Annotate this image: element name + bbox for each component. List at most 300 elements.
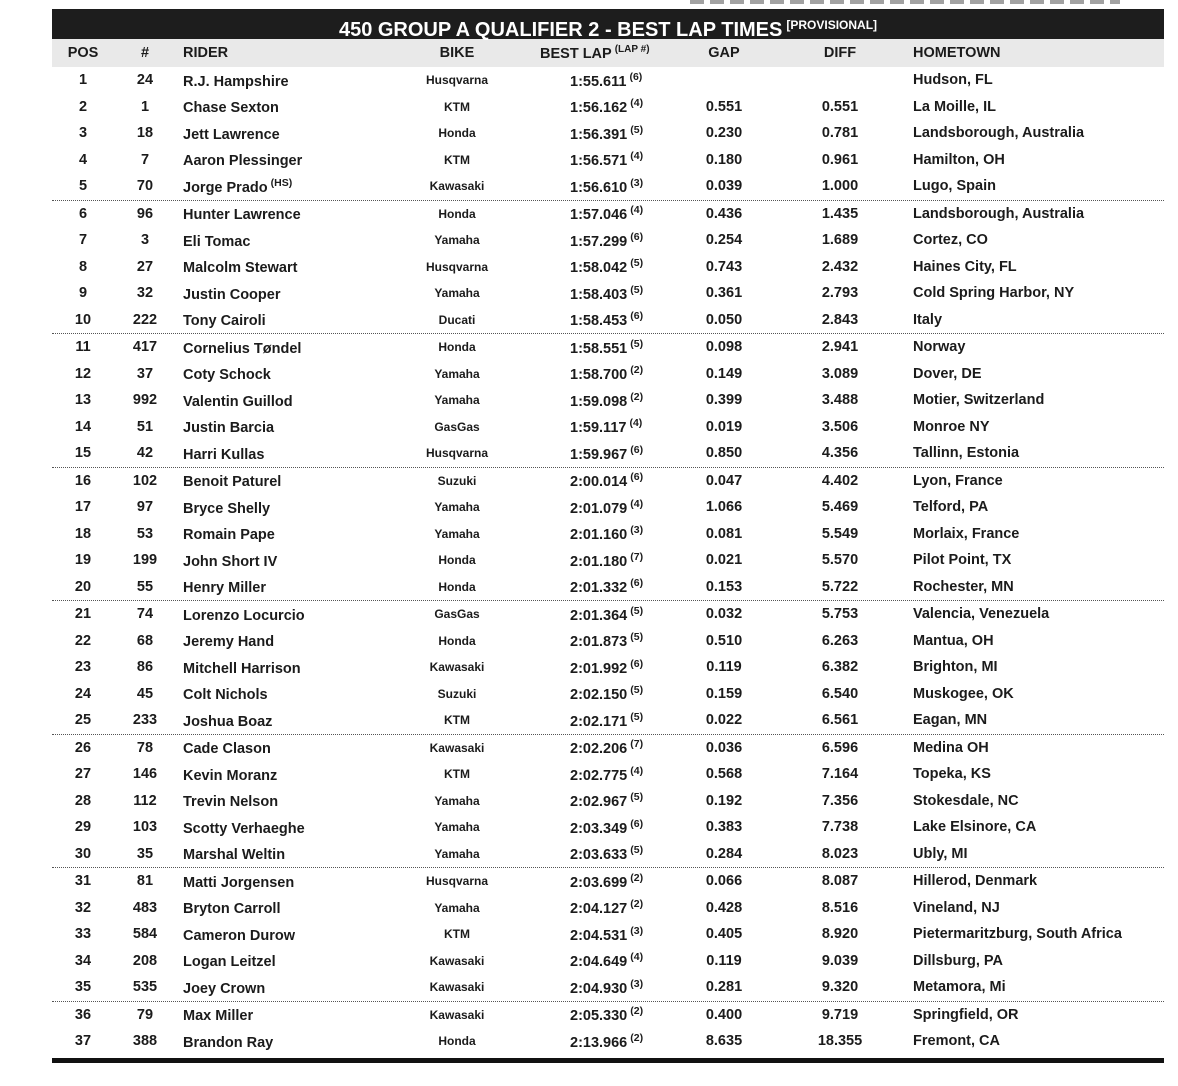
row-best-lap-value: 2:01.364 — [570, 607, 628, 624]
row-gap — [670, 712, 778, 728]
row-diff — [778, 633, 902, 649]
table-row — [52, 147, 1164, 174]
row-hometown-value: Brighton, MI — [913, 659, 998, 676]
row-hometown-value: Cold Spring Harbor, NY — [913, 285, 1075, 302]
row-hometown-value: Telford, PA — [913, 499, 989, 516]
row-rider-value: John Short IV — [183, 553, 278, 570]
row-number — [114, 659, 176, 675]
row-diff — [778, 873, 902, 889]
table-row — [52, 440, 1164, 468]
row-bike — [374, 927, 540, 941]
table-row — [52, 681, 1164, 708]
table-row — [52, 334, 1164, 361]
row-gap-value: 0.022 — [705, 712, 743, 729]
row-hometown — [902, 846, 1164, 862]
row-gap-value: 0.153 — [705, 578, 743, 595]
table-row — [52, 1028, 1164, 1055]
row-rider-value: Justin Cooper — [183, 286, 281, 303]
row-rider — [176, 844, 374, 863]
row-number-value: 51 — [136, 418, 154, 435]
row-gap-value: 0.400 — [705, 1006, 743, 1023]
row-rider-value: Mitchell Harrison — [183, 660, 301, 677]
row-hometown-value: Motier, Switzerland — [913, 392, 1045, 409]
row-position — [52, 473, 114, 489]
row-gap-value: 0.050 — [705, 311, 743, 328]
table-row — [52, 788, 1164, 815]
lap-number: (4) — [630, 97, 644, 110]
row-bike — [374, 634, 540, 648]
row-hometown-value: Norway — [913, 339, 966, 356]
row-position — [52, 499, 114, 515]
row-rider — [176, 310, 374, 329]
row-number-value: 102 — [132, 472, 158, 489]
lap-number: (5) — [630, 123, 644, 136]
row-rider — [176, 97, 374, 116]
row-best-lap — [540, 844, 670, 863]
row-number-value: 483 — [132, 899, 158, 916]
row-bike — [374, 794, 540, 808]
row-gap — [670, 793, 778, 809]
row-bike-value: Yamaha — [434, 820, 480, 835]
row-bike-value: Yamaha — [434, 393, 480, 408]
row-rider-value: Max Miller — [183, 1008, 254, 1025]
row-gap-value: 0.036 — [705, 739, 743, 756]
row-diff-value: 2.432 — [821, 258, 859, 275]
row-best-lap — [540, 951, 670, 970]
header-rider: RIDER — [183, 45, 229, 61]
row-number-value: 97 — [136, 499, 154, 516]
row-position-value: 4 — [78, 151, 88, 168]
row-position-value: 33 — [74, 926, 92, 943]
row-number-value: 45 — [136, 685, 154, 702]
row-position — [52, 339, 114, 355]
row-gap — [670, 419, 778, 435]
row-hometown — [902, 419, 1164, 435]
row-number — [114, 72, 176, 88]
lap-number: (6) — [630, 577, 644, 590]
row-diff-value: 2.793 — [821, 285, 859, 302]
row-number — [114, 979, 176, 995]
row-gap-value: 0.192 — [705, 792, 743, 809]
lap-number: (4) — [630, 497, 644, 510]
row-position — [52, 819, 114, 835]
row-hometown-value: Mantua, OH — [913, 632, 994, 649]
row-best-lap — [540, 338, 670, 357]
row-rider — [176, 577, 374, 596]
row-diff — [778, 366, 902, 382]
row-bike — [374, 153, 540, 167]
row-hometown — [902, 445, 1164, 461]
row-gap — [670, 846, 778, 862]
row-number-value: 81 — [136, 873, 154, 890]
row-best-lap-value: 1:56.391 — [570, 126, 628, 143]
header-best-lap — [540, 44, 670, 62]
lap-number: (3) — [630, 524, 644, 537]
row-bike-value: Kawasaki — [429, 1007, 485, 1022]
row-position — [52, 445, 114, 461]
row-rider-value: Harri Kullas — [183, 446, 265, 463]
row-best-lap-value: 2:04.531 — [570, 927, 628, 944]
results-table-body — [52, 67, 1164, 1055]
row-position-value: 3 — [78, 125, 88, 142]
lap-number: (2) — [630, 1031, 644, 1044]
row-hometown-value: Hudson, FL — [913, 72, 993, 89]
table-row — [52, 67, 1164, 94]
row-gap — [670, 285, 778, 301]
row-diff-value: 8.023 — [821, 845, 859, 862]
row-gap-value: 0.405 — [705, 926, 743, 943]
row-hometown-value: Lugo, Spain — [913, 178, 996, 195]
row-diff — [778, 926, 902, 942]
row-diff — [778, 178, 902, 194]
row-gap — [670, 499, 778, 515]
row-gap-value: 0.254 — [705, 232, 743, 249]
row-best-lap-value: 2:01.992 — [570, 660, 628, 677]
row-best-lap-value: 2:01.873 — [570, 634, 628, 651]
row-position-value: 35 — [74, 979, 92, 996]
table-row — [52, 841, 1164, 869]
row-bike-value: KTM — [444, 152, 470, 167]
row-number-value: 233 — [132, 712, 158, 729]
row-gap — [670, 606, 778, 622]
row-rider-value: Valentin Guillod — [183, 393, 293, 410]
row-bike — [374, 420, 540, 434]
row-hometown — [902, 392, 1164, 408]
row-rider-value: Scotty Verhaeghe — [183, 820, 305, 837]
row-hometown-value: Lake Elsinore, CA — [913, 819, 1037, 836]
row-number-value: 112 — [133, 792, 157, 809]
row-number-value: 535 — [132, 979, 158, 996]
row-number — [114, 366, 176, 382]
row-rider — [176, 872, 374, 891]
row-bike — [374, 553, 540, 567]
row-bike-value: Honda — [438, 579, 476, 594]
row-hometown — [902, 206, 1164, 222]
table-row — [52, 280, 1164, 307]
row-diff-value: 0.781 — [821, 125, 859, 142]
row-diff-value: 2.941 — [821, 339, 859, 356]
row-rider — [176, 951, 374, 970]
row-rider — [176, 791, 374, 810]
row-position-value: 16 — [74, 472, 92, 489]
row-bike — [374, 527, 540, 541]
row-bike-value: Yamaha — [434, 900, 480, 915]
header-best-lap-label: BEST LAP — [540, 46, 612, 62]
row-number-value: 42 — [136, 445, 154, 462]
row-gap-value: 0.066 — [705, 873, 743, 890]
row-hometown — [902, 873, 1164, 889]
row-number-value: 103 — [132, 819, 158, 836]
row-gap-value: 0.032 — [705, 606, 743, 623]
row-bike — [374, 73, 540, 87]
row-position — [52, 72, 114, 88]
row-diff-value: 18.355 — [817, 1033, 863, 1050]
row-number-value: 27 — [136, 258, 154, 275]
row-number — [114, 445, 176, 461]
row-gap — [670, 873, 778, 889]
row-number — [114, 633, 176, 649]
row-diff-value: 3.488 — [821, 392, 859, 409]
row-diff-value: 1.435 — [821, 205, 859, 222]
row-gap-value: 0.149 — [705, 365, 743, 382]
row-number-value: 18 — [136, 125, 154, 142]
row-best-lap-value: 2:01.160 — [570, 527, 628, 544]
row-bike-value: Yamaha — [434, 366, 480, 381]
row-rider-value: Cade Clason — [183, 741, 271, 758]
row-bike — [374, 954, 540, 968]
table-row — [52, 921, 1164, 948]
row-gap — [670, 259, 778, 275]
row-diff-value: 2.843 — [821, 311, 859, 328]
row-rider — [176, 978, 374, 997]
row-gap — [670, 312, 778, 328]
table-row — [52, 120, 1164, 147]
row-number — [114, 392, 176, 408]
row-number-value: 417 — [132, 339, 158, 356]
row-rider — [176, 444, 374, 463]
row-gap-value: 0.436 — [705, 205, 743, 222]
row-rider — [176, 284, 374, 303]
table-row — [52, 654, 1164, 681]
row-best-lap-value: 1:56.162 — [570, 100, 628, 117]
row-rider-value: Cameron Durow — [183, 927, 295, 944]
lap-number: (2) — [630, 364, 644, 377]
row-gap-value: 0.047 — [705, 472, 743, 489]
row-position-value: 11 — [75, 339, 91, 356]
row-bike-value: Honda — [438, 126, 476, 141]
row-hometown-value: Dillsburg, PA — [913, 952, 1003, 969]
row-rider-value: Kevin Moranz — [183, 767, 278, 784]
row-gap-value: 0.568 — [705, 766, 743, 783]
row-diff — [778, 659, 902, 675]
row-bike — [374, 286, 540, 300]
row-gap-value: 0.098 — [705, 339, 743, 356]
row-number — [114, 579, 176, 595]
row-diff — [778, 606, 902, 622]
row-gap-value: 0.743 — [705, 258, 743, 275]
row-bike — [374, 393, 540, 407]
table-row — [52, 494, 1164, 521]
row-number — [114, 99, 176, 115]
table-row — [52, 574, 1164, 602]
row-best-lap-value: 1:57.299 — [570, 233, 628, 250]
table-row — [52, 547, 1164, 574]
row-gap — [670, 900, 778, 916]
row-rider — [176, 818, 374, 837]
row-diff — [778, 579, 902, 595]
table-row — [52, 868, 1164, 895]
row-best-lap — [540, 765, 670, 784]
table-row — [52, 814, 1164, 841]
row-gap — [670, 953, 778, 969]
row-diff — [778, 953, 902, 969]
row-hometown — [902, 366, 1164, 382]
lap-number: (5) — [630, 257, 644, 270]
row-position-value: 32 — [74, 899, 92, 916]
row-position-value: 25 — [74, 712, 92, 729]
row-gap-value: 0.159 — [705, 685, 743, 702]
row-diff-value: 5.722 — [821, 578, 859, 595]
row-best-lap-value: 2:03.633 — [570, 847, 628, 864]
row-rider — [176, 524, 374, 543]
row-gap-value: 0.019 — [705, 418, 743, 435]
row-rider — [176, 1005, 374, 1024]
row-position — [52, 206, 114, 222]
row-hometown — [902, 633, 1164, 649]
row-diff — [778, 473, 902, 489]
row-best-lap — [540, 417, 670, 436]
row-gap-value: 0.039 — [705, 178, 743, 195]
row-diff-value: 4.356 — [821, 445, 859, 462]
row-diff — [778, 552, 902, 568]
row-number-value: 86 — [136, 659, 154, 676]
row-rider-value: Bryce Shelly — [183, 500, 271, 517]
row-rider — [176, 711, 374, 730]
row-position — [52, 419, 114, 435]
row-position — [52, 232, 114, 248]
row-position-value: 8 — [78, 258, 88, 275]
row-hometown — [902, 339, 1164, 355]
row-gap-value: 0.119 — [706, 659, 742, 676]
table-row — [52, 761, 1164, 788]
row-diff-value: 7.164 — [821, 766, 859, 783]
row-position-value: 18 — [74, 525, 92, 542]
row-bike-value: Husqvarna — [425, 446, 489, 461]
row-position — [52, 392, 114, 408]
row-best-lap — [540, 872, 670, 891]
row-gap — [670, 766, 778, 782]
row-position — [52, 740, 114, 756]
row-rider — [176, 364, 374, 383]
row-hometown-value: Springfield, OR — [913, 1006, 1019, 1023]
row-position-value: 27 — [74, 766, 92, 783]
row-hometown-value: Pilot Point, TX — [913, 552, 1012, 569]
row-position — [52, 366, 114, 382]
row-bike — [374, 1034, 540, 1048]
row-number — [114, 473, 176, 489]
row-hometown — [902, 285, 1164, 301]
lap-number: (4) — [630, 764, 644, 777]
row-diff-value: 5.753 — [821, 606, 859, 623]
lap-number: (2) — [630, 898, 644, 911]
row-rider — [176, 738, 374, 757]
row-hometown — [902, 606, 1164, 622]
row-hometown — [902, 178, 1164, 194]
row-hometown — [902, 659, 1164, 675]
row-bike — [374, 901, 540, 915]
row-hometown-value: Stokesdale, NC — [913, 792, 1019, 809]
row-diff-value: 1.689 — [821, 232, 859, 249]
row-number — [114, 819, 176, 835]
row-best-lap-value: 1:56.610 — [570, 179, 628, 196]
row-bike-value: Kawasaki — [429, 660, 485, 675]
row-number — [114, 793, 176, 809]
row-position-value: 5 — [78, 178, 88, 195]
row-hometown — [902, 99, 1164, 115]
row-bike — [374, 741, 540, 755]
row-rider — [176, 1032, 374, 1051]
row-diff-value: 0.551 — [821, 98, 859, 115]
bottom-rule — [52, 1058, 1164, 1063]
row-best-lap — [540, 631, 670, 650]
row-gap — [670, 819, 778, 835]
row-number — [114, 1033, 176, 1049]
row-bike-value: Yamaha — [434, 286, 480, 301]
lap-number: (5) — [630, 337, 644, 350]
row-gap — [670, 232, 778, 248]
table-row — [52, 895, 1164, 922]
row-position — [52, 766, 114, 782]
row-bike-value: Husqvarna — [425, 874, 489, 889]
row-rider-value: Romain Pape — [183, 527, 275, 544]
row-number-value: 199 — [132, 552, 158, 569]
row-diff-value: 6.561 — [821, 712, 859, 729]
lap-number: (5) — [630, 791, 644, 804]
header-lap-number-note: (LAP #) — [614, 44, 650, 55]
row-rider-value: Matti Jorgensen — [183, 874, 295, 891]
row-diff-value: 7.356 — [821, 792, 859, 809]
row-hometown-value: Morlaix, France — [913, 525, 1020, 542]
row-diff — [778, 900, 902, 916]
row-best-lap — [540, 364, 670, 383]
row-bike-value: GasGas — [434, 607, 480, 622]
row-hometown-value: Metamora, Mi — [913, 979, 1006, 996]
row-number — [114, 285, 176, 301]
table-row — [52, 254, 1164, 281]
row-position — [52, 178, 114, 194]
lap-number: (5) — [630, 684, 644, 697]
row-best-lap-value: 1:59.967 — [570, 446, 628, 463]
table-row — [52, 948, 1164, 975]
lap-number: (2) — [630, 871, 644, 884]
row-gap — [670, 99, 778, 115]
row-number-value: 584 — [132, 926, 158, 943]
row-number — [114, 232, 176, 248]
lap-number: (5) — [630, 710, 644, 723]
row-best-lap — [540, 684, 670, 703]
row-best-lap-value: 1:55.611 — [570, 73, 627, 90]
row-best-lap-value: 2:02.171 — [570, 713, 628, 730]
row-number-value: 208 — [132, 952, 158, 969]
row-rider — [176, 338, 374, 357]
row-hometown-value: Dover, DE — [913, 365, 982, 382]
row-hometown-value: Eagan, MN — [913, 712, 988, 729]
row-diff-value: 3.506 — [821, 418, 859, 435]
row-hometown — [902, 979, 1164, 995]
row-bike-value: Kawasaki — [429, 980, 485, 995]
row-rider-value: Benoit Paturel — [183, 474, 282, 491]
row-best-lap-value: 2:01.079 — [570, 500, 628, 517]
row-gap-value: 0.119 — [706, 952, 742, 969]
row-best-lap — [540, 498, 670, 517]
row-number — [114, 339, 176, 355]
row-gap — [670, 686, 778, 702]
row-gap-value: 0.081 — [705, 525, 743, 542]
row-gap-value: 0.021 — [705, 552, 743, 569]
row-rider-value: Joshua Boaz — [183, 713, 273, 730]
row-position-value: 15 — [74, 445, 92, 462]
row-gap — [670, 339, 778, 355]
row-hometown-value: La Moille, IL — [913, 98, 996, 115]
row-best-lap — [540, 310, 670, 329]
row-best-lap — [540, 978, 670, 997]
row-bike — [374, 179, 540, 193]
header-hometown: HOMETOWN — [913, 45, 1001, 61]
row-hometown-value: Monroe NY — [913, 418, 990, 435]
row-number-value: 222 — [132, 311, 158, 328]
row-hometown-value: Italy — [913, 311, 943, 328]
row-diff-value: 8.087 — [821, 873, 859, 890]
